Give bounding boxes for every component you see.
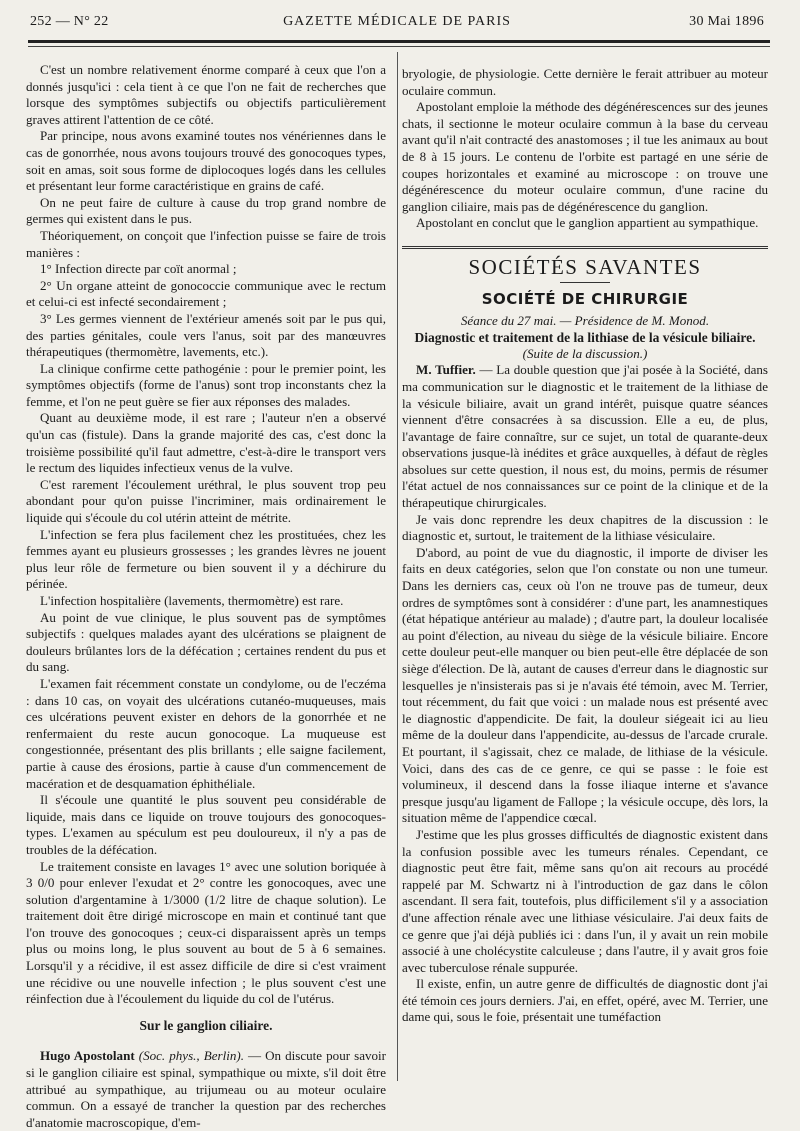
title-dash — [560, 282, 610, 283]
paragraph: Le traitement consiste en lavages 1° avec une solution boriquée à 3 0/0 pour enlever l'exudat et 2° contre les gonocoques, avec une solution d'argentamine à 1/3000 (1/2 litre de chaque solution). Le traitement doit être dirigé microscope en main et continué tant que l'on trouve des gonocoques ; ceux-ci disparaissent après un temps plus ou moins long, le plus souvent au bout de 5 à 6 semaines. Lorsqu'il y a récidive, il est assez difficile de dire si c'est vraiment une récidive ou une nouvelle infection ; le plus souvent c'est une réinfection due à l'écoulement du liquide du col de l'utérus. — [26, 858, 386, 1007]
article-title: Diagnostic et traitement de la lithiase de la vésicule biliaire. — [414, 329, 756, 345]
speaker-name: M. Tuffier. — [416, 362, 476, 378]
right-column — [402, 66, 768, 1085]
section-divider — [402, 246, 768, 249]
list-item: 2° Un organe atteint de gonococcie communique avec le rectum et celui-ci est infecté secondairement ; — [26, 277, 386, 310]
paragraph: bryologie, de physiologie. Cette dernière le ferait attribuer au moteur oculaire commun. — [402, 66, 768, 98]
page-header — [30, 14, 764, 40]
column-divider — [397, 52, 398, 1081]
article-note: (Suite de la discussion.) — [522, 345, 648, 361]
source-reference: (Soc. phys., Berlin). — [138, 1048, 244, 1064]
paragraph: Il existe, enfin, un autre genre de difficultés de diagnostic dont j'ai été témoin ces jours derniers. J'ai, en effet, opéré, avec M. Terrier, une dame qui, sous le foie, présentait une tuméfaction — [402, 976, 768, 1025]
paragraph: L'infection hospitalière (lavements, thermomètre) est rare. — [40, 593, 344, 608]
page-number: 252 — N° 22 — [30, 14, 109, 29]
list-item: 1° Infection directe par coït anormal ; — [40, 261, 237, 277]
section-title: SOCIÉTÉS SAVANTES — [468, 254, 702, 279]
paragraph: On ne peut faire de culture à cause du trop grand nombre de germes qui existent dans le pus. — [26, 194, 386, 227]
paragraph-text: — La double question que j'ai posée à la Société, dans ma communication sur le diagnostic et le traitement de la lithiase de la vésicule biliaire, avait un grand intérêt, puisque quatre séances viennent d'être consacrées à sa discussion. Elle a eu, de plus, l'avantage de faire connaître, sur ce sujet, un total de quarante-deux observations jusque-là inédites et grâce auxquelles, à défaut de règles absolues sur cette question, il nous est, du moins, permis de résumer l'état actuel de nos connaissances sur ce point de la clinique et de la thérapeutique chirurgicales. — [402, 362, 768, 511]
paragraph: Apostolant en conclut que le ganglion appartient au sympathique. — [416, 215, 759, 231]
paragraph: Je vais donc reprendre les deux chapitres de la discussion : le diagnostic et, surtout, le traitement de la lithiase vésiculaire. — [402, 511, 768, 544]
paragraph: J'estime que les plus grosses difficultés de diagnostic existent dans la confusion possible avec les tumeurs rénales. Cependant, ce diagnostic peut être fait, même sans qu'on ait recours au procédé rappelé par M. Schwartz ni à l'introduction de gaz dans le côlon ascendant. Il sera fait, toutefois, plus difficilement s'il y a association d'une affection rénale avec une lithiase vésiculaire. J'ai deux faits de ce genre que j'ai déjà publiés ici : dans l'un, il y avait un rein mobile associé à une cholécystite calculeuse ; dans l'autre, il y avait gros foie avec tuberculose rénale suppurée. — [402, 826, 768, 975]
paragraph — [26, 1048, 386, 1131]
author-name: Hugo Apostolant — [40, 1048, 135, 1064]
article-subtitle: Sur le ganglion ciliaire. — [139, 1017, 273, 1033]
paragraph: La clinique confirme cette pathogénie : pour le premier point, les symptômes objectifs (forme de l'anus) sont trop inconstants chez la femme, et l'on ne peut guère se fier aux réponses des malades. — [26, 360, 386, 409]
paragraph: Théoriquement, on conçoit que l'infection puisse se faire de trois manières : — [26, 227, 386, 260]
session-line: Séance du 27 mai. — Présidence de M. Monod. — [460, 313, 710, 329]
paragraph: Au point de vue clinique, le plus souvent pas de symptômes subjectifs : quelques malades ayant des ulcérations se plaignent de douleurs brûlantes lors de la défécation ; certaines rendent du pus et du sang. — [26, 609, 386, 675]
paragraph: D'abord, au point de vue du diagnostic, il importe de diviser les faits en deux catégories, selon que l'on constate ou non une tumeur. Dans les derniers cas, ceux où l'on ne trouve pas de tumeur, deux ordres de symptômes sont à considérer : d'une part, les anamnestiques (état hépatique antérieur au malade) ; d'autre part, la douleur localisée au point d'élection, au niveau du siège de la vésicule biliaire. Encore cette douleur peut-elle manquer ou bien peut-elle être déplacée de son siège d'élection. De là, autant de causes d'erreur dans le diagnostic sur lesquelles je n'insisterais pas si je n'avais été témoin, avec M. Terrier, tout récemment, du fait que voici : un malade nous est présenté avec le diagnostic d'appendicite. De fait, la douleur siégeait ici au lieu même de la douleur dans l'appendicite, au-dessus de l'arcade crurale. Et pourtant, il s'agissait, chez ce malade, de lithiase de la vésicule. Voici, dans des cas de ce genre, ce qui se passe : le foie est volumineux, il descend dans la fosse iliaque interne et s'avance presque jusqu'au ligament de Fallope ; la vésicule occupe, dès lors, la situation même de l'appendice cœcal. — [402, 544, 768, 826]
list-item: 3° Les germes viennent de l'extérieur amenés soit par le pus qui, des parties génitales, coule vers l'anus, soit par des manœuvres thérapeutiques (thermomètre, lavements, etc.). — [26, 310, 386, 360]
paragraph: Apostolant emploie la méthode des dégénérescences sur des jeunes chats, il sectionne le moteur oculaire commun à la base du cerveau avant qu'il n'ait contracté des anastomoses ; il tue les animaux au bout de 8 à 15 jours. Le contenu de l'orbite est partagé en une série de coupes horizontales et examiné au microscope : on trouve une dégénérescence du moteur oculaire commun, d'une racine du ganglion ciliaire, mais pas de dégénérescence du ganglion. — [402, 99, 768, 214]
paragraph — [402, 362, 768, 511]
society-title: SOCIÉTÉ DE CHIRURGIE — [481, 289, 689, 308]
paragraph: Il s'écoule une quantité le plus souvent peu considérable de liquide, mais dans ce liquide on trouve toujours des gonocoques-types. L'examen au spéculum est peu douloureux, il n'y a pas de troubles de la défécation. — [26, 792, 386, 857]
journal-title: GAZETTE MÉDICALE DE PARIS — [283, 14, 511, 29]
paragraph: C'est un nombre relativement énorme comparé à ceux que l'on a donnés jusqu'ici : cela tient à ce que l'on ne fait de recherches que lorsque des symptômes subjectifs ou objectifs particulièrement graves attirent l'attention de ce côté. — [26, 62, 386, 127]
paragraph: L'examen fait récemment constate un condylome, ou de l'eczéma : dans 10 cas, on voyait des ulcérations cutanéo-muqueuses, mais ces ulcérations peuvent exister en dehors de la gonorrhée et ne renfermaient du reste aucun gonocoque. La muqueuse est congestionnée, présentant des plis brillants ; elle saigne facilement, partie à cause des érosions, partie à cause d'un commencement de macération et de desquamation éphithéliale. — [26, 675, 386, 791]
header-rule — [28, 40, 770, 43]
paragraph-text: — On discute pour savoir si le ganglion ciliaire est spinal, sympathique ou mixte, s'il doit être attribué au sympathique, au trijumeau ou au moteur oculaire commun. On a essayé de trancher la question par des recherches d'anatomie macroscopique, d'em- — [26, 1048, 387, 1130]
paragraph: C'est rarement l'écoulement uréthral, le plus souvent trop peu abondant pour qu'on puisse l'incriminer, mais ordinairement le liquide qui s'écoule du col utérin atteint de métrite. — [26, 476, 386, 526]
issue-date: 30 Mai 1896 — [689, 14, 764, 29]
paragraph: L'infection se fera plus facilement chez les prostituées, chez les femmes ayant eu plusieurs grossesses ; les grandes lèvres ne jouent plus leur rôle de fermeture ou bien souvent il y a déchirure du périnée. — [26, 526, 386, 592]
paragraph: Quant au deuxième mode, il est rare ; l'auteur n'en a observé qu'un cas (fistule). Dans la grande majorité des cas, c'est donc la troisième possibilité qu'il faut admettre, c'est-à-dire le transport vers le rectum des liquides infectieux venus de la vulve. — [26, 410, 386, 476]
left-column — [26, 62, 387, 1130]
header-rule-thin — [28, 46, 770, 47]
paragraph: Par principe, nous avons examiné toutes nos vénériennes dans le cas de gonorrhée, nous avons toujours trouvé des gonocoques types, soit en amas, soit sous forme de diplocoques logés dans les cellules et présentant leur forme caractéristique en grains de café. — [26, 128, 386, 194]
